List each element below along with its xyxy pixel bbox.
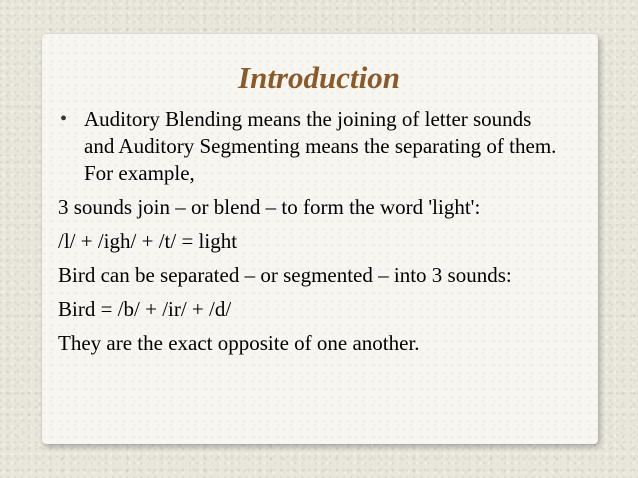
slide-title: Introduction	[238, 60, 400, 95]
paragraph-blend-equation: /l/ + /igh/ + /t/ = light	[58, 229, 238, 253]
slide-body	[58, 106, 558, 364]
paragraph-blend-example: 3 sounds join – or blend – to form the word 'light':	[58, 195, 481, 219]
paragraph-definition-text: Auditory Blending means the joining of letter sounds and Auditory Segmenting means the separating of them. For example,	[84, 107, 557, 185]
paragraph-conclusion: They are the exact opposite of one another.	[58, 331, 420, 355]
paragraph-segment-example: Bird can be separated – or segmented – into 3 sounds:	[58, 263, 512, 287]
paragraph-segment-equation: Bird = /b/ + /ir/ + /d/	[58, 297, 232, 321]
bullet-icon: •	[60, 108, 68, 130]
paragraph-definition	[58, 106, 558, 187]
